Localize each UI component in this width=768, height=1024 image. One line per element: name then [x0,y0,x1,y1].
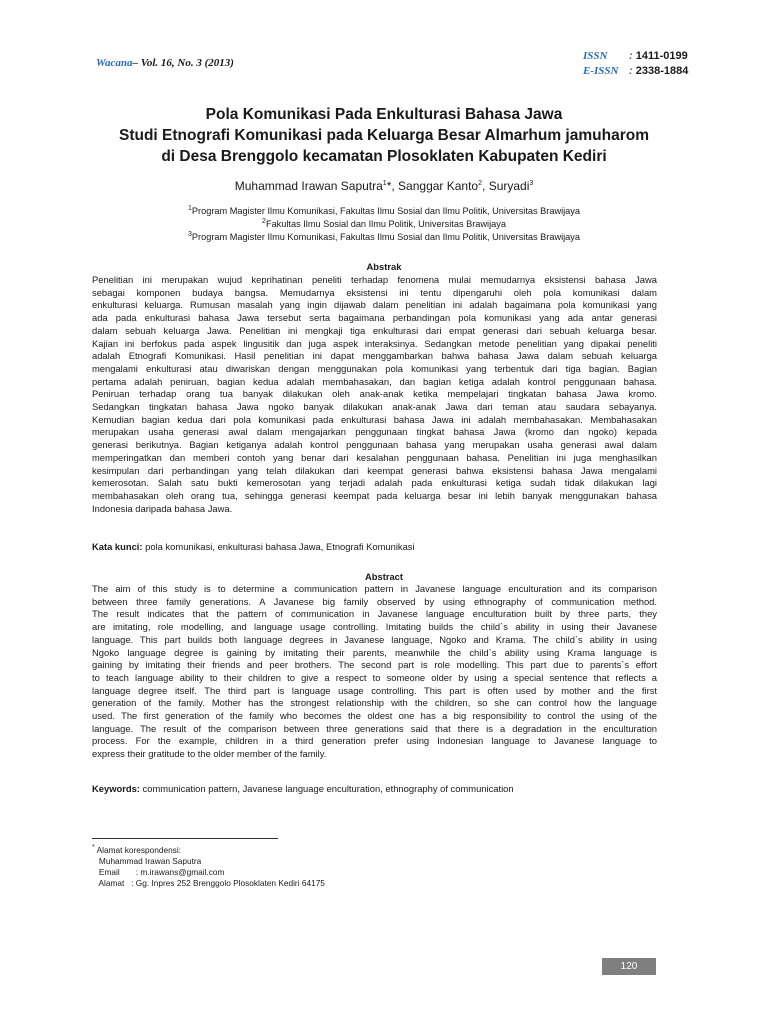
abstrak-line: memperingatkan dan memberi contoh yang benar dari kesalahan penggunaan bahasa. Penelitian ini juga menghasilkan [92,451,657,463]
abstract-line: process. For the example, children in a third generation prefer using Indonesian language to Javanese language to [92,735,657,747]
journal-citation [96,57,234,69]
abstrak-body [92,274,657,515]
abstrak-line: kemerosotan. Salah satu bukti kemerosotan yang terjadi adalah pada enkulturasi ketiga sudah tidak dilakukan lagi [92,477,657,489]
abstract-line: Ngoko language degree is gaining by imitating their parents, meanwhile the child`s ability using Krama language is [92,646,657,658]
title-line-1: Pola Komunikasi Pada Enkulturasi Bahasa Jawa [205,106,563,123]
abstract-line: used. The first generation of the family who becomes the oldest one has a big responsibility to control the using of the [92,710,657,722]
abstract-line: language. This part builds both language degrees in Javanese language, Ngoko and Krama. The child`s ability in using [92,633,657,645]
abstract-line: language. The result of the comparison between three generations said that there is a degradation in the enculturation [92,722,657,734]
keywords-label: Keywords: [92,783,140,794]
affiliations [60,205,708,244]
issn-value: 1411-0199 [635,50,688,62]
issn-block: ISSN : 1411-0199 E-ISSN : 2338-1884 [583,50,689,77]
abstrak-line: adalah Etnografi Komunikasi. Hasil penelitian ini dapat menggambarkan bahwa bahasa Jawa dalam sebuah keluarga [92,350,657,362]
footnote: * Alamat korespondensi: Muhammad Irawan Saputra Email : m.irawans@gmail.com Alamat : Gg. Inpres 252 Brenggolo Plosoklaten Kediri 64175 [92,844,325,888]
abstrak-keywords: Kata kunci: pola komunikasi, enkulturasi bahasa Jawa, Etnografi Komunikasi [92,541,415,552]
abstrak-heading: Abstrak [366,261,402,272]
abstrak-line: mengalami enkulturasi atau diwariskan dengan menggunakan pola komunikasi yang terbentuk dari tiga bagian. Bagian [92,362,657,374]
abstract-line: The result indicates that the pattern of communication in Javanese language enculturation built by three parts, they [92,608,657,620]
abstrak-line: ada pada enkulturasi bahasa Jawa tersebut serta bagaimana perbandingan pola komunikasi yang ada antar generasi [92,312,657,324]
abstrak-line: Sedangkan tingkatan bahasa Jawa ngoko banyak dilakukan anak-anak Jawa dari teman atau saudara sebayanya. [92,401,657,413]
issn-label: ISSN [583,50,608,62]
affiliation-2: $^2$Fakultas Ilmu Sosial dan Ilmu Politik, Universitas Brawijaya [262,217,506,229]
affiliation-1: $^1$Program Magister Ilmu Komunikasi, Fakultas Ilmu Sosial dan Ilmu Politik, Universitas Brawijaya [188,204,580,216]
page-number: 120 [602,958,656,975]
abstract-line: The aim of this study is to determine a communication pattern in Javanese language enculturation and its comparison [92,583,657,594]
author-list: Muhammad Irawan Saputra$^1$*, Sanggar Kanto$^2$, Suryadi$^3$ [234,179,534,193]
abstrak-line: Kajian ini berfokus pada aspek lingusitik dan juga aspek interaksinya. Sedangkan metode penelitian yang dipakai peneliti [92,337,657,349]
abstrak-line: Indonesia daripada bahasa Jawa. [92,502,233,514]
abstract-heading: Abstract [364,571,404,582]
abstrak-line: generasi berikutnya. Bagian ketiganya adalah kontrol penggunaan bahasa yang merupakan usaha generasi awal dalam [92,439,657,451]
journal-volume: – Vol. 16, No. 3 (2013) [132,57,234,69]
title-line-3: di Desa Brenggolo kecamatan Plosoklaten Kabupaten Kediri [161,148,607,165]
paper-title [60,104,708,167]
author-2: Sanggar Kanto [398,179,479,193]
abstract-line: generation of the family. Mother has the strongest relationship with the children, so she can control how the language [92,697,657,709]
abstrak-line: membahasakan oleh orang tua, sehingga generasi keempat pada keluarga besar ini lebih banyak menggunakan bahasa [92,489,657,501]
journal-name: Wacana [96,57,133,69]
abstrak-line: Kemudian bagian kedua dari pola komunikasi pada enkulturasi bahasa Jawa ini adalah membahasakan. Membahasakan [92,413,657,425]
abstract-line: language degree itself. The third part is language usage controlling. This part is often used by mother and the first [92,684,657,696]
abstrak-line: Penelitian ini merupakan wujud keprihatinan peneliti terhadap fenomena mulai memudarnya eksistensi bahasa Jawa [92,274,657,285]
abstract-line: gaining by imitating their friends and peer brothers. The second part is role modelling. This part due to parents`s effort [92,659,657,671]
eissn-value: 2338-1884 [635,65,689,77]
abstrak-line: Peniruan terhadap orang tua banyak dilakukan oleh anak-anak ketika mempelajari tingkatan bahasa Jawa kromo. [92,388,657,400]
author-1: Muhammad Irawan Saputra [234,179,383,193]
abstract-keywords: Keywords: communication pattern, Javanese language enculturation, ethnography of communication [92,783,514,794]
abstract-line: between three family generations. A Javanese big family observed by using ethnography of communication method. [92,595,657,607]
abstrak-line: pertama adalah peniruan, bagian kedua adalah membahasakan, dan bagian ketiga adalah kontrol penggunaan bahasa. [92,375,657,387]
abstract-body [92,583,657,761]
abstract-line: are imitating, role modelling, and language usage controlling. Imitating builds the child`s ability in using their Javanese [92,621,657,633]
abstrak-line: kesimpulan dari perbandingan yang telah dilakukan dari keempat generasi bahwa eksistensi bahasa Jawa mengalami [92,464,657,476]
abstrak-line: enkulturasi keluarga. Rumusan masalah yang ingin dijawab dalam penelitian ini adalah bagaimana pola komunikasi yang [92,299,657,311]
abstract-line: express their gratitude to the older member of the family. [92,748,327,760]
abstrak-line: dalam sebuah keluarga Jawa. Penelitian ini mengkaji tiga enkulturasi dari empat generasi dari sebuah keluarga besar. [92,324,657,336]
title-line-2: Studi Etnografi Komunikasi pada Keluarga Besar Almarhum jamuharom [119,127,649,144]
author-3: Suryadi [488,179,530,193]
affiliation-3: $^3$Program Magister Ilmu Komunikasi, Fakultas Ilmu Sosial dan Ilmu Politik, Universitas Brawijaya [188,230,580,242]
abstrak-line: merupakan usaha generasi awal dalam mengajarkan penggunaan tingkat bahasa Jawa (kromo dan ngoko) kepada [92,426,657,438]
footnote-divider [92,838,278,839]
eissn-label: E-ISSN [583,65,619,77]
keywords-label: Kata kunci: [92,541,143,552]
abstract-line: to teach language ability to their children to give a respect to someone older by using a special sentence that reflects a [92,671,657,683]
abstrak-line: sebagai komponen budaya bangsa. Memudarnya eksistensi ini tentu dipengaruhi oleh pola komunikasi dalam [92,286,657,298]
